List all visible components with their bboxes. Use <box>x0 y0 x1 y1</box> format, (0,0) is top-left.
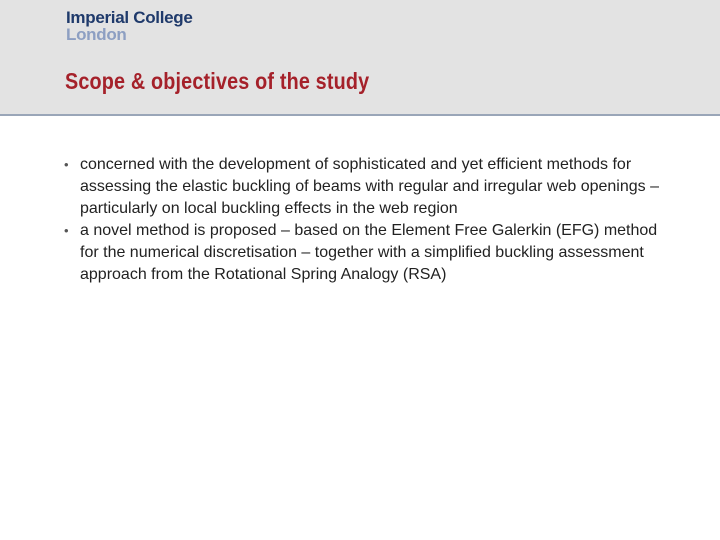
slide-title: Scope & objectives of the study <box>65 68 370 94</box>
bullet-text: a novel method is proposed – based on the Element Free Galerkin (EFG) method for the numerical discretisation – together with a simplified buckling assessment approach from the Rotational Spring Analogy (RSA) <box>80 222 658 283</box>
bullet-text: concerned with the development of sophisticated and yet efficient methods for assessing the elastic buckling of beams with regular and irregular web openings – particularly on local buckling effects in the web region <box>80 156 659 217</box>
imperial-college-logo <box>66 9 193 43</box>
bullet-item <box>62 220 662 286</box>
bullet-icon: • <box>64 223 69 238</box>
logo-line-london: London <box>66 25 127 44</box>
logo-line-imperial-college: Imperial College <box>66 8 193 27</box>
bullet-icon: • <box>64 157 69 172</box>
slide-header <box>0 0 720 116</box>
bullet-item <box>62 154 662 220</box>
bullet-list <box>62 154 662 286</box>
